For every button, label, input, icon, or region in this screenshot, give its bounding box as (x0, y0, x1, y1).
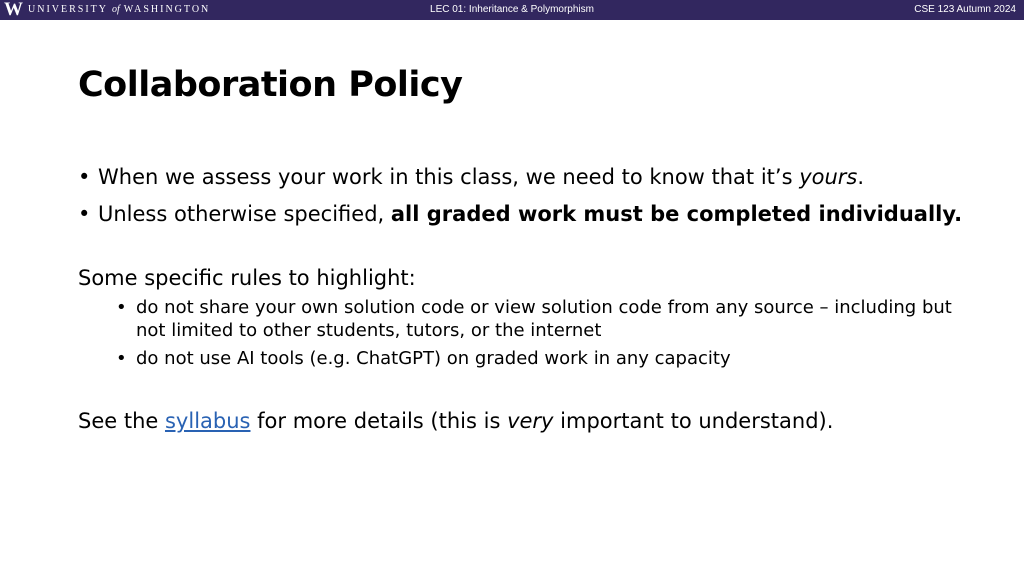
uw-wordmark-university: UNIVERSITY (28, 4, 108, 15)
slide-title: Collaboration Policy (78, 65, 463, 105)
rule-text: do not use AI tools (e.g. ChatGPT) on graded work in any capacity (136, 348, 731, 369)
bullet-assess-text: When we assess your work in this class, we need to know that it’s (98, 165, 800, 189)
bullet-dot-icon: • (78, 202, 91, 226)
bullet-individual-text: Unless otherwise specified, (98, 202, 391, 226)
closing-prefix: See the (78, 409, 165, 433)
list-item (116, 347, 978, 370)
slide-content (78, 164, 978, 435)
course-label: CSE 123 Autumn 2024 (914, 4, 1016, 15)
closing-middle: for more details (this is (250, 409, 508, 433)
main-bullets (78, 164, 978, 228)
bullet-assess-emph: yours (799, 165, 858, 189)
header-bar (0, 0, 1024, 20)
bullet-dot-icon: • (116, 297, 127, 318)
list-item (116, 296, 978, 342)
bullet-dot-icon: • (78, 165, 91, 189)
bullet-individual-bold: all graded work must be completed individually. (390, 202, 963, 226)
bullet-assess (78, 164, 978, 191)
bullet-individual (78, 201, 978, 228)
uw-wordmark-washington: WASHINGTON (123, 4, 211, 15)
bullet-dot-icon: • (116, 348, 127, 369)
closing-note (78, 408, 978, 435)
uw-wordmark-of: of (112, 4, 120, 15)
uw-w-mark: W (4, 0, 22, 20)
rules-intro: Some specific rules to highlight: (78, 266, 416, 290)
rule-text: do not share your own solution code or view solution code from any source – including but not limited to other students, tutors, or the internet (136, 297, 952, 341)
closing-suffix: important to understand). (553, 409, 834, 433)
closing-emph: very (507, 409, 554, 433)
rules-list (116, 296, 978, 370)
bullet-assess-end: . (857, 165, 865, 189)
lecture-title: LEC 01: Inheritance & Polymorphism (430, 4, 594, 15)
syllabus-link[interactable]: syllabus (164, 409, 251, 433)
